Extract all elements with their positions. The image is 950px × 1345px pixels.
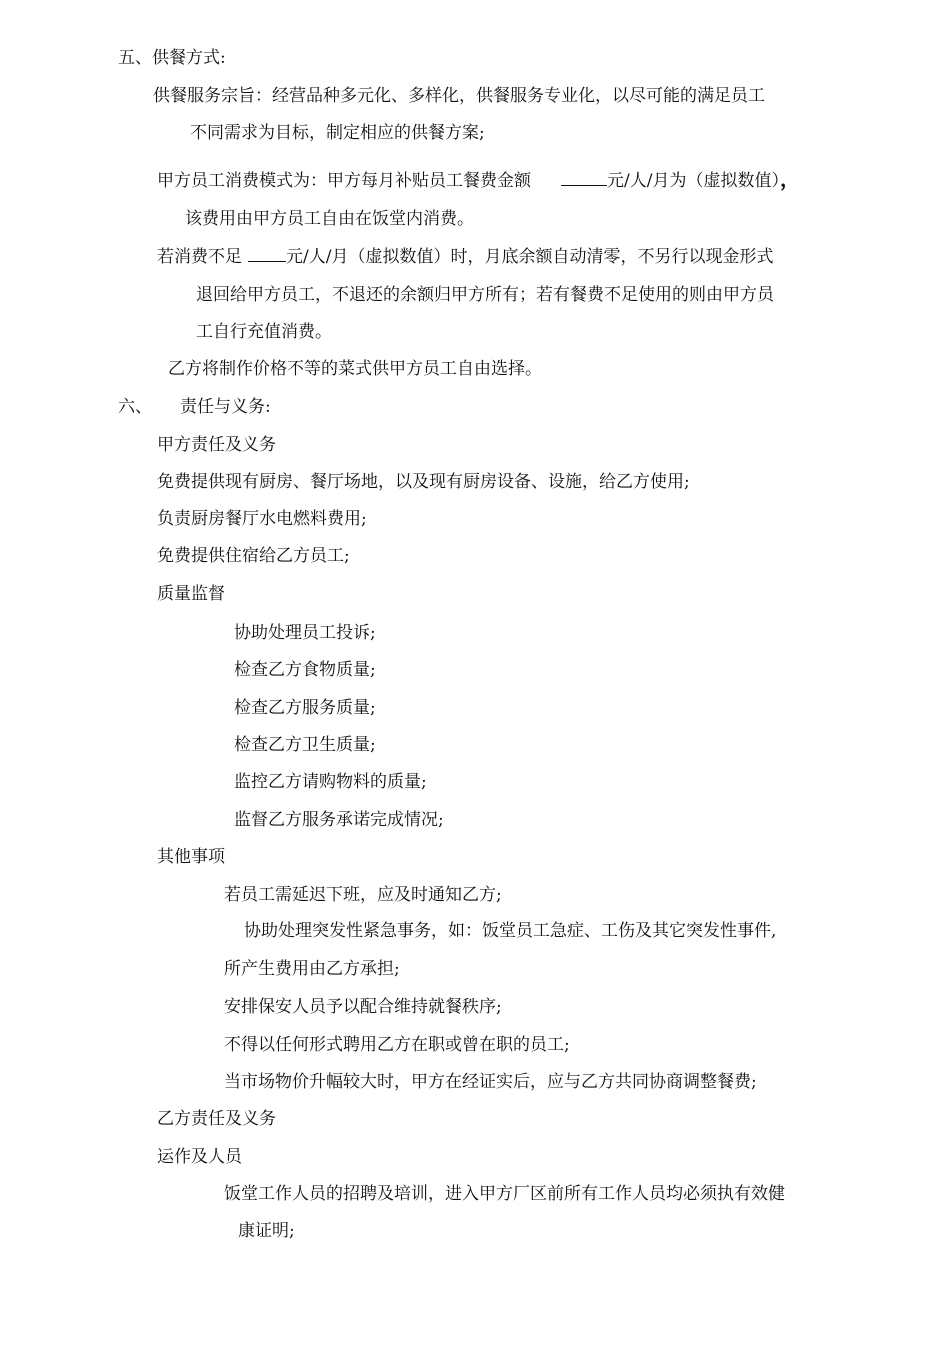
- section-6-heading-text: 责任与义务:: [180, 397, 271, 417]
- consumption-mode-line-2: 该费用由甲方员工自由在饭堂内消费。: [185, 209, 474, 229]
- quality-item-4: 检查乙方卫生质量;: [234, 735, 376, 755]
- other-item-3: 安排保安人员予以配合维持就餐秩序;: [224, 997, 502, 1017]
- shortfall-line-2: 退回给甲方员工，不退还的余额归甲方所有；若有餐费不足使用的则由甲方员: [196, 285, 774, 305]
- party-b-item-1: 饭堂工作人员的招聘及培训，进入甲方厂区前所有工作人员均必须执有效健: [224, 1184, 785, 1204]
- operations-title: 运作及人员: [157, 1147, 242, 1167]
- shortfall-prefix: 若消费不足: [157, 247, 242, 267]
- quality-title: 质量监督: [157, 584, 225, 604]
- party-a-item-2: 负责厨房餐厅水电燃料费用;: [157, 509, 367, 529]
- quality-item-1: 协助处理员工投诉;: [234, 623, 376, 643]
- shortfall-line-1: [157, 245, 773, 268]
- other-item-4: 不得以任何形式聘用乙方在职或曾在职的员工;: [224, 1035, 570, 1055]
- shortfall-line-3: 工自行充值消费。: [196, 322, 332, 342]
- consumption-mode-line-1: [157, 168, 800, 192]
- other-item-2: 协助处理突发性紧急事务，如：饭堂员工急症、工伤及其它突发性事件,: [244, 921, 777, 941]
- other-title: 其他事项: [157, 847, 225, 867]
- service-purpose-line-1: 供餐服务宗旨：经营品种多元化、多样化，供餐服务专业化，以尽可能的满足员工: [153, 86, 765, 106]
- party-b-title: 乙方责任及义务: [157, 1109, 276, 1129]
- quality-item-3: 检查乙方服务质量;: [234, 698, 376, 718]
- party-a-title: 甲方责任及义务: [157, 435, 276, 455]
- section-5-heading: 五、供餐方式:: [118, 48, 226, 68]
- subsidy-amount-blank[interactable]: [561, 169, 607, 186]
- quality-item-6: 监督乙方服务承诺完成情况;: [234, 810, 444, 830]
- menu-line: 乙方将制作价格不等的菜式供甲方员工自由选择。: [168, 359, 542, 379]
- other-item-5: 当市场物价升幅较大时，甲方在经证实后，应与乙方共同协商调整餐费;: [224, 1072, 757, 1092]
- consumption-mode-comma: ，: [779, 167, 800, 191]
- party-b-item-1-cont: 康证明;: [238, 1221, 295, 1241]
- consumption-mode-suffix: 元/人/月为（虚拟数值）: [607, 171, 780, 191]
- shortfall-amount-blank[interactable]: [248, 245, 286, 262]
- other-item-2-cont: 所产生费用由乙方承担;: [224, 959, 400, 979]
- other-item-1: 若员工需延迟下班，应及时通知乙方;: [224, 885, 502, 905]
- shortfall-suffix: 元/人/月（虚拟数值）时，月底余额自动清零，不另行以现金形式: [286, 247, 774, 267]
- service-purpose-line-2: 不同需求为目标，制定相应的供餐方案;: [190, 123, 485, 143]
- section-6-heading-number: 六、: [118, 397, 152, 417]
- consumption-mode-prefix: 甲方员工消费模式为：甲方每月补贴员工餐费金额: [157, 171, 531, 191]
- quality-item-2: 检查乙方食物质量;: [234, 660, 376, 680]
- party-a-item-3: 免费提供住宿给乙方员工;: [157, 546, 350, 566]
- quality-item-5: 监控乙方请购物料的质量;: [234, 772, 427, 792]
- party-a-item-1: 免费提供现有厨房、餐厅场地，以及现有厨房设备、设施，给乙方使用;: [157, 472, 690, 492]
